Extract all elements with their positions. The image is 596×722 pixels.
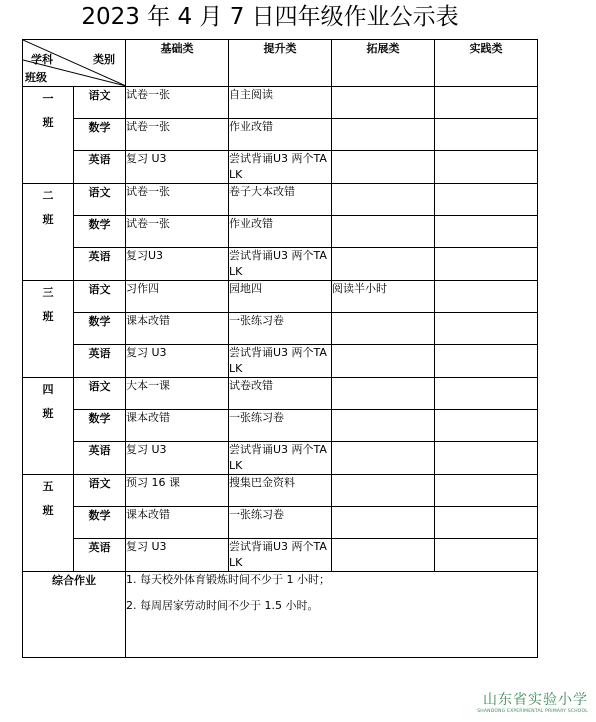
table-row xyxy=(23,475,538,507)
homework-cell: 作业改错 xyxy=(229,216,332,248)
subject-label: 英语 xyxy=(74,539,126,572)
homework-cell: 卷子大本改错 xyxy=(229,184,332,216)
table-row xyxy=(23,119,538,151)
summary-label: 综合作业 xyxy=(23,572,126,658)
class-name: 二 班 xyxy=(23,184,74,281)
subject-label: 语文 xyxy=(74,378,126,410)
homework-cell xyxy=(435,475,538,507)
homework-cell xyxy=(332,442,435,475)
corner-header xyxy=(23,40,126,87)
column-header: 基础类 xyxy=(126,40,229,87)
corner-category-label: 类别 xyxy=(93,53,115,66)
table-row xyxy=(23,184,538,216)
subject-label: 语文 xyxy=(74,475,126,507)
homework-cell xyxy=(435,151,538,184)
homework-cell xyxy=(332,184,435,216)
homework-cell xyxy=(435,281,538,313)
homework-cell xyxy=(435,216,538,248)
homework-cell xyxy=(332,345,435,378)
homework-cell: 复习 U3 xyxy=(126,345,229,378)
summary-item: 2. 每周居家劳动时间不少于 1.5 小时。 xyxy=(126,599,319,612)
homework-cell: 预习 16 课 xyxy=(126,475,229,507)
homework-cell xyxy=(435,507,538,539)
homework-table xyxy=(22,39,538,658)
homework-cell xyxy=(332,313,435,345)
table-row xyxy=(23,313,538,345)
homework-cell: 复习U3 xyxy=(126,248,229,281)
summary-item: 1. 每天校外体育锻炼时间不少于 1 小时； xyxy=(126,573,330,586)
table-row xyxy=(23,216,538,248)
school-logo-name: 山东省实验小学 xyxy=(483,692,588,708)
class-name: 一 班 xyxy=(23,87,74,184)
homework-cell: 尝试背诵U3 两个TALK xyxy=(229,539,332,572)
subject-label: 语文 xyxy=(74,281,126,313)
homework-cell: 试卷一张 xyxy=(126,216,229,248)
table-row xyxy=(23,442,538,475)
homework-cell: 复习 U3 xyxy=(126,442,229,475)
summary-row xyxy=(23,572,538,658)
homework-cell: 一张练习卷 xyxy=(229,410,332,442)
homework-cell: 课本改错 xyxy=(126,410,229,442)
homework-cell: 课本改错 xyxy=(126,313,229,345)
homework-cell: 尝试背诵U3 两个TALK xyxy=(229,442,332,475)
homework-cell xyxy=(332,216,435,248)
homework-cell: 作业改错 xyxy=(229,119,332,151)
table-row xyxy=(23,87,538,119)
table-row xyxy=(23,539,538,572)
subject-label: 数学 xyxy=(74,410,126,442)
corner-subject-label: 学科 xyxy=(31,53,53,66)
homework-cell: 搜集巴金资料 xyxy=(229,475,332,507)
homework-cell xyxy=(435,313,538,345)
subject-label: 数学 xyxy=(74,216,126,248)
homework-cell xyxy=(332,119,435,151)
homework-cell xyxy=(332,475,435,507)
subject-label: 数学 xyxy=(74,507,126,539)
subject-label: 英语 xyxy=(74,345,126,378)
homework-cell: 自主阅读 xyxy=(229,87,332,119)
subject-label: 英语 xyxy=(74,442,126,475)
homework-cell xyxy=(332,378,435,410)
subject-label: 英语 xyxy=(74,151,126,184)
column-header: 提升类 xyxy=(229,40,332,87)
homework-cell: 阅读半小时 xyxy=(332,281,435,313)
class-name: 三 班 xyxy=(23,281,74,378)
homework-cell: 试卷改错 xyxy=(229,378,332,410)
table-row xyxy=(23,345,538,378)
table-row xyxy=(23,410,538,442)
homework-cell xyxy=(435,410,538,442)
homework-cell: 复习 U3 xyxy=(126,539,229,572)
table-row xyxy=(23,378,538,410)
header-row xyxy=(23,40,538,87)
subject-label: 英语 xyxy=(74,248,126,281)
homework-cell xyxy=(332,507,435,539)
homework-cell xyxy=(435,119,538,151)
homework-cell: 园地四 xyxy=(229,281,332,313)
homework-cell xyxy=(332,410,435,442)
class-name: 四 班 xyxy=(23,378,74,475)
school-logo-subtitle: SHANDONG EXPERIMENTAL PRIMARY SCHOOL xyxy=(477,709,588,714)
subject-label: 语文 xyxy=(74,184,126,216)
homework-cell xyxy=(435,248,538,281)
page-title: 2023 年 4 月 7 日四年级作业公示表 xyxy=(81,4,459,30)
homework-cell xyxy=(332,151,435,184)
subject-label: 语文 xyxy=(74,87,126,119)
table-row xyxy=(23,151,538,184)
homework-cell xyxy=(332,248,435,281)
homework-cell: 课本改错 xyxy=(126,507,229,539)
homework-cell xyxy=(435,442,538,475)
homework-cell: 习作四 xyxy=(126,281,229,313)
school-logo xyxy=(477,689,588,714)
homework-cell xyxy=(435,378,538,410)
table-row xyxy=(23,507,538,539)
subject-label: 数学 xyxy=(74,119,126,151)
homework-cell xyxy=(435,184,538,216)
subject-label: 数学 xyxy=(74,313,126,345)
homework-cell xyxy=(435,87,538,119)
table-row xyxy=(23,248,538,281)
homework-cell: 大本一课 xyxy=(126,378,229,410)
homework-cell: 一张练习卷 xyxy=(229,313,332,345)
column-header: 拓展类 xyxy=(332,40,435,87)
homework-cell xyxy=(332,87,435,119)
homework-cell: 试卷一张 xyxy=(126,184,229,216)
homework-cell: 试卷一张 xyxy=(126,119,229,151)
homework-cell: 一张练习卷 xyxy=(229,507,332,539)
homework-cell: 尝试背诵U3 两个TALK xyxy=(229,248,332,281)
homework-cell xyxy=(332,539,435,572)
homework-cell: 尝试背诵U3 两个TALK xyxy=(229,345,332,378)
class-name: 五 班 xyxy=(23,475,74,572)
homework-cell: 复习 U3 xyxy=(126,151,229,184)
homework-cell xyxy=(435,345,538,378)
homework-cell: 尝试背诵U3 两个TALK xyxy=(229,151,332,184)
homework-cell xyxy=(435,539,538,572)
table-row xyxy=(23,281,538,313)
summary-content xyxy=(126,572,538,658)
column-header: 实践类 xyxy=(435,40,538,87)
corner-class-label: 班级 xyxy=(25,71,47,84)
homework-cell: 试卷一张 xyxy=(126,87,229,119)
